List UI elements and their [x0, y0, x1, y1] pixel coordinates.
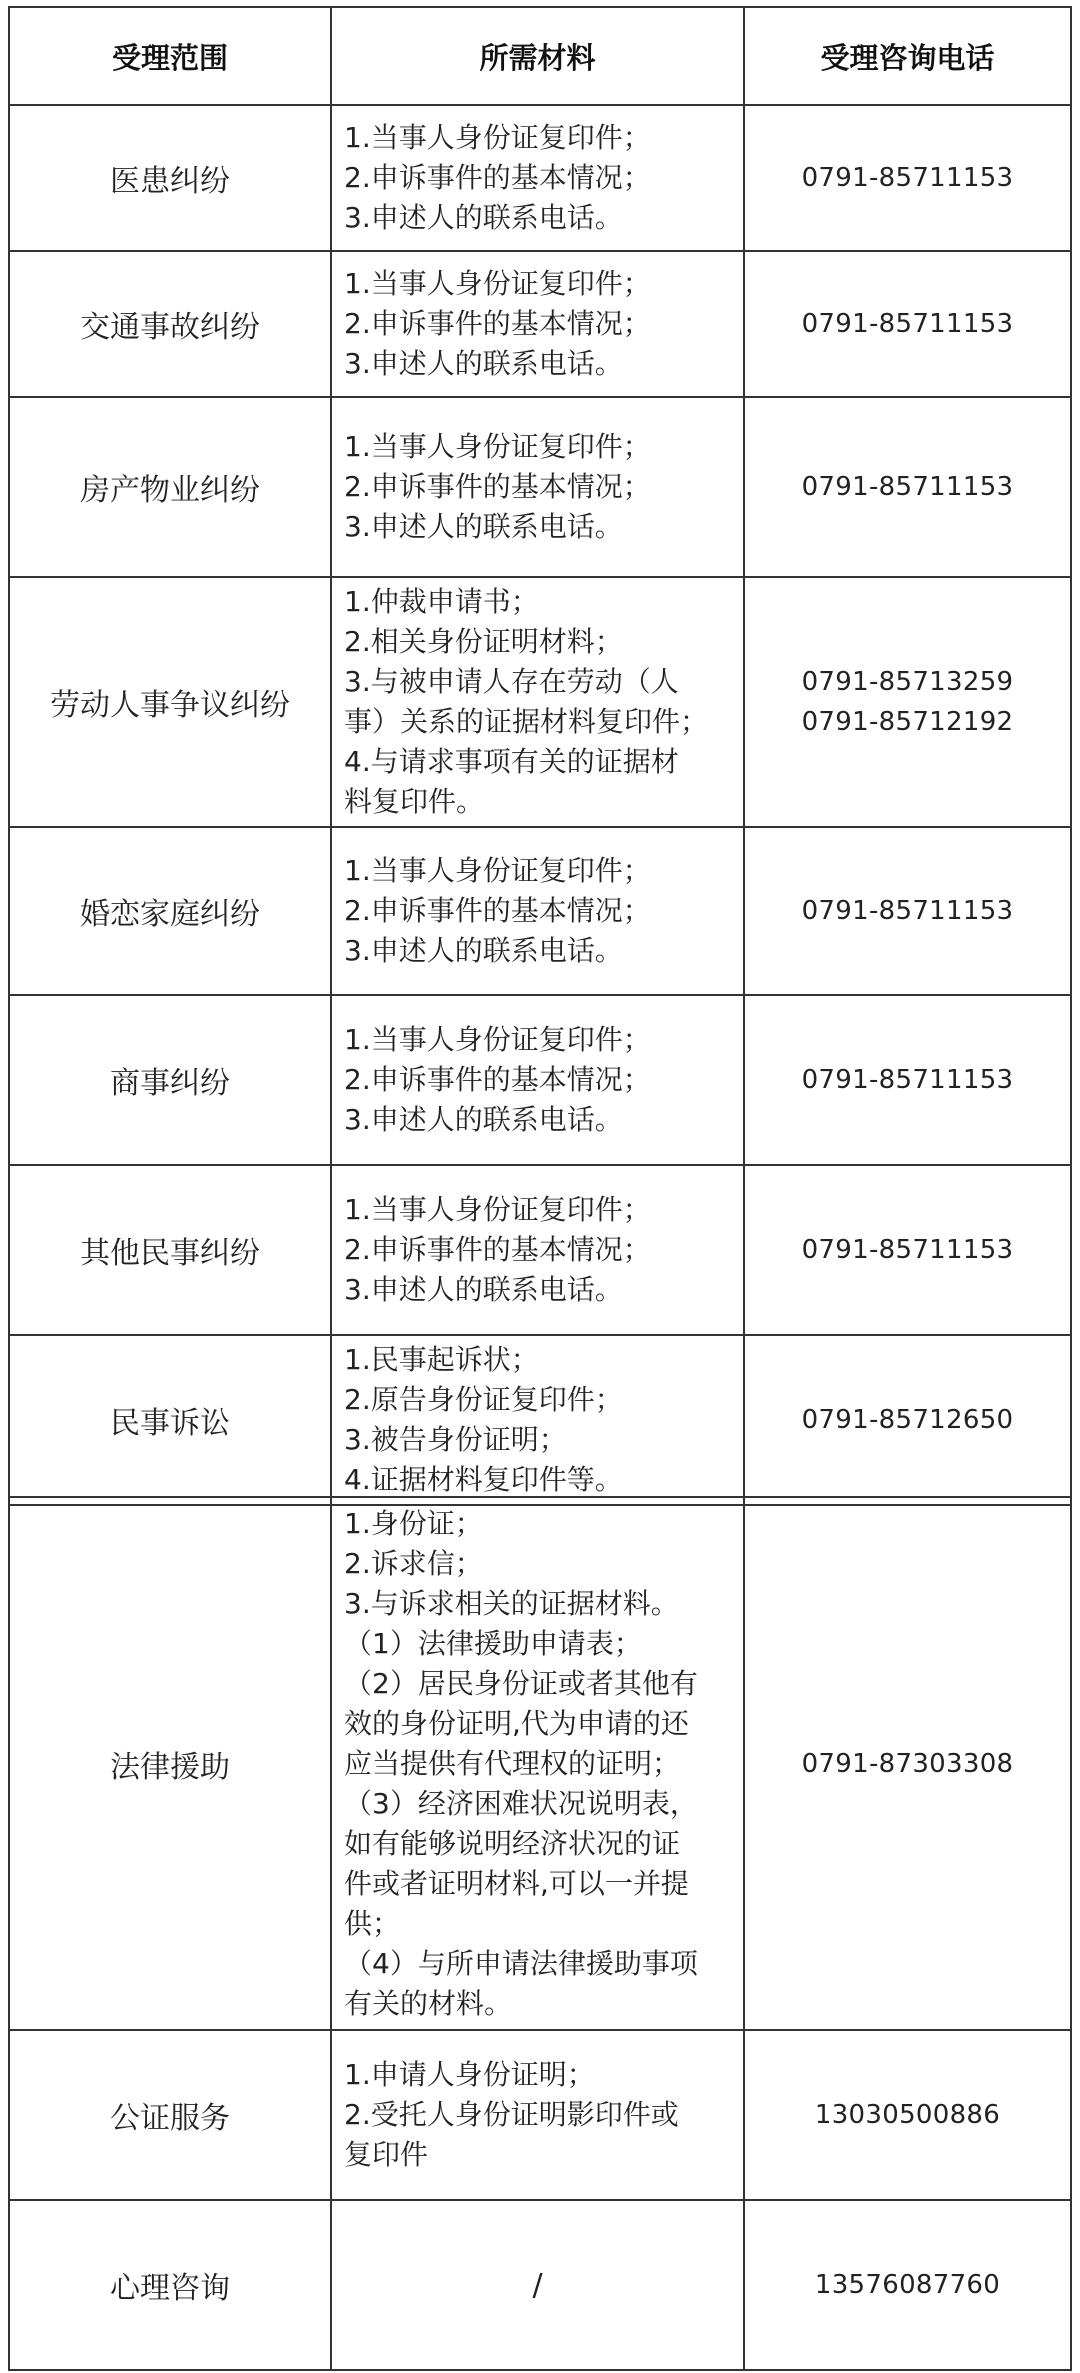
- materials-cell: [331, 577, 744, 827]
- phone-number: 0791-85712192: [801, 707, 1014, 737]
- table-row: [9, 105, 1071, 251]
- materials-cell: [331, 1497, 744, 2030]
- material-line: 2.申诉事件的基本情况；: [344, 161, 651, 194]
- scope-cell: 婚恋家庭纠纷: [9, 827, 331, 995]
- material-line: 复印件: [344, 2138, 429, 2171]
- material-line: 3.申述人的联系电话。: [344, 510, 623, 543]
- material-line: 3.申述人的联系电话。: [344, 201, 623, 234]
- phone-cell: [744, 995, 1071, 1165]
- material-line: 如有能够说明经济状况的证: [344, 1826, 681, 1860]
- material-line: （4）与所申请法律援助事项: [344, 1946, 698, 1980]
- materials-cell: [331, 251, 744, 397]
- material-line: 2.申诉事件的基本情况；: [344, 1233, 651, 1266]
- phone-number: 0791-85712650: [801, 1405, 1014, 1435]
- material-line: 1.仲裁申请书；: [344, 585, 539, 618]
- phone-number: 13030500886: [814, 2100, 1001, 2130]
- phone-cell: [744, 577, 1071, 827]
- phone-number: 0791-85711153: [801, 309, 1014, 339]
- header-materials: 所需材料: [331, 7, 744, 105]
- table-row: [9, 995, 1071, 1165]
- phone-cell: [744, 105, 1071, 251]
- phone-number: 0791-85713259: [801, 667, 1014, 697]
- material-line: 料复印件。: [344, 785, 485, 818]
- material-line: 有关的材料。: [344, 1986, 513, 2020]
- material-line: （3）经济困难状况说明表，: [344, 1786, 698, 1820]
- material-line: 2.申诉事件的基本情况；: [344, 894, 651, 927]
- table-row: [9, 2030, 1071, 2200]
- material-line: 事）关系的证据材料复印件；: [344, 705, 709, 738]
- material-line: 1.当事人身份证复印件；: [344, 430, 651, 463]
- phone-cell: [744, 827, 1071, 995]
- phone-number: 0791-87303308: [801, 1748, 1014, 1779]
- material-line: 效的身份证明,代为申请的还: [344, 1706, 689, 1740]
- material-line: 3.与被申请人存在劳动（人: [344, 665, 679, 698]
- scope-cell: 交通事故纠纷: [9, 251, 331, 397]
- table-row: [9, 251, 1071, 397]
- material-line: 3.申述人的联系电话。: [344, 934, 623, 967]
- materials-cell: /: [331, 2200, 744, 2370]
- materials-cell: [331, 1165, 744, 1335]
- phone-cell: [744, 1335, 1071, 1505]
- material-line: 2.申诉事件的基本情况；: [344, 1063, 651, 1096]
- scope-cell: 医患纠纷: [9, 105, 331, 251]
- table-row: [9, 1165, 1071, 1335]
- material-line: 2.申诉事件的基本情况；: [344, 470, 651, 503]
- phone-cell: [744, 397, 1071, 577]
- material-line: 4.与请求事项有关的证据材: [344, 745, 679, 778]
- table-row: [9, 827, 1071, 995]
- table-row: [9, 1335, 1071, 1505]
- scope-cell: 其他民事纠纷: [9, 1165, 331, 1335]
- scope-cell: 心理咨询: [9, 2200, 331, 2370]
- material-line: （1）法律援助申请表；: [344, 1626, 642, 1660]
- material-line: 1.当事人身份证复印件；: [344, 121, 651, 154]
- services-table-lower: [8, 1496, 1072, 2371]
- table-row: [9, 397, 1071, 577]
- material-line: 1.身份证；: [344, 1506, 483, 1540]
- material-line: 2.相关身份证明材料；: [344, 625, 623, 658]
- material-line: 1.民事起诉状；: [344, 1343, 539, 1376]
- material-line: 1.当事人身份证复印件；: [344, 267, 651, 300]
- materials-cell: [331, 2030, 744, 2200]
- scope-cell: 房产物业纠纷: [9, 397, 331, 577]
- material-line: 2.申诉事件的基本情况；: [344, 307, 651, 340]
- phone-number: 0791-85711153: [801, 472, 1014, 502]
- materials-cell: [331, 397, 744, 577]
- material-line: 1.申请人身份证明；: [344, 2058, 595, 2091]
- table-row: [9, 2200, 1071, 2370]
- phone-cell: [744, 1497, 1071, 2030]
- scope-cell: 法律援助: [9, 1497, 331, 2030]
- phone-number: 0791-85711153: [801, 163, 1014, 193]
- material-line: 2.受托人身份证明影印件或: [344, 2098, 679, 2131]
- scope-cell: 商事纠纷: [9, 995, 331, 1165]
- services-table-upper: [8, 6, 1072, 1506]
- table-row: [9, 1497, 1071, 2030]
- phone-cell: [744, 1165, 1071, 1335]
- material-line: 供；: [344, 1906, 401, 1940]
- materials-cell: [331, 827, 744, 995]
- header-row: [9, 7, 1071, 105]
- phone-cell: [744, 2030, 1071, 2200]
- material-line: 4.证据材料复印件等。: [344, 1463, 623, 1496]
- scope-cell: 民事诉讼: [9, 1335, 331, 1505]
- material-line: 3.申述人的联系电话。: [344, 1273, 623, 1306]
- phone-number: 0791-85711153: [801, 1235, 1014, 1265]
- material-line: 3.申述人的联系电话。: [344, 347, 623, 380]
- material-line: 3.与诉求相关的证据材料。: [344, 1586, 679, 1620]
- material-line: 3.被告身份证明；: [344, 1423, 567, 1456]
- material-line: 2.诉求信；: [344, 1546, 483, 1580]
- materials-cell: [331, 105, 744, 251]
- phone-cell: [744, 2200, 1071, 2370]
- material-line: 1.当事人身份证复印件；: [344, 1023, 651, 1056]
- phone-number: 0791-85711153: [801, 896, 1014, 926]
- scope-cell: 劳动人事争议纠纷: [9, 577, 331, 827]
- header-scope: 受理范围: [9, 7, 331, 105]
- material-line: 3.申述人的联系电话。: [344, 1103, 623, 1136]
- material-line: （2）居民身份证或者其他有: [344, 1666, 698, 1700]
- material-line: 应当提供有代理权的证明；: [344, 1746, 681, 1780]
- phone-number: 13576087760: [814, 2270, 1001, 2300]
- table-row: [9, 577, 1071, 827]
- material-line: 2.原告身份证复印件；: [344, 1383, 623, 1416]
- material-line: 1.当事人身份证复印件；: [344, 1193, 651, 1226]
- material-line: 1.当事人身份证复印件；: [344, 854, 651, 887]
- materials-cell: [331, 995, 744, 1165]
- materials-cell: [331, 1335, 744, 1505]
- scope-cell: 公证服务: [9, 2030, 331, 2200]
- phone-cell: [744, 251, 1071, 397]
- phone-number: 0791-85711153: [801, 1065, 1014, 1095]
- material-line: 件或者证明材料,可以一并提: [344, 1866, 689, 1900]
- header-phone: 受理咨询电话: [744, 7, 1071, 105]
